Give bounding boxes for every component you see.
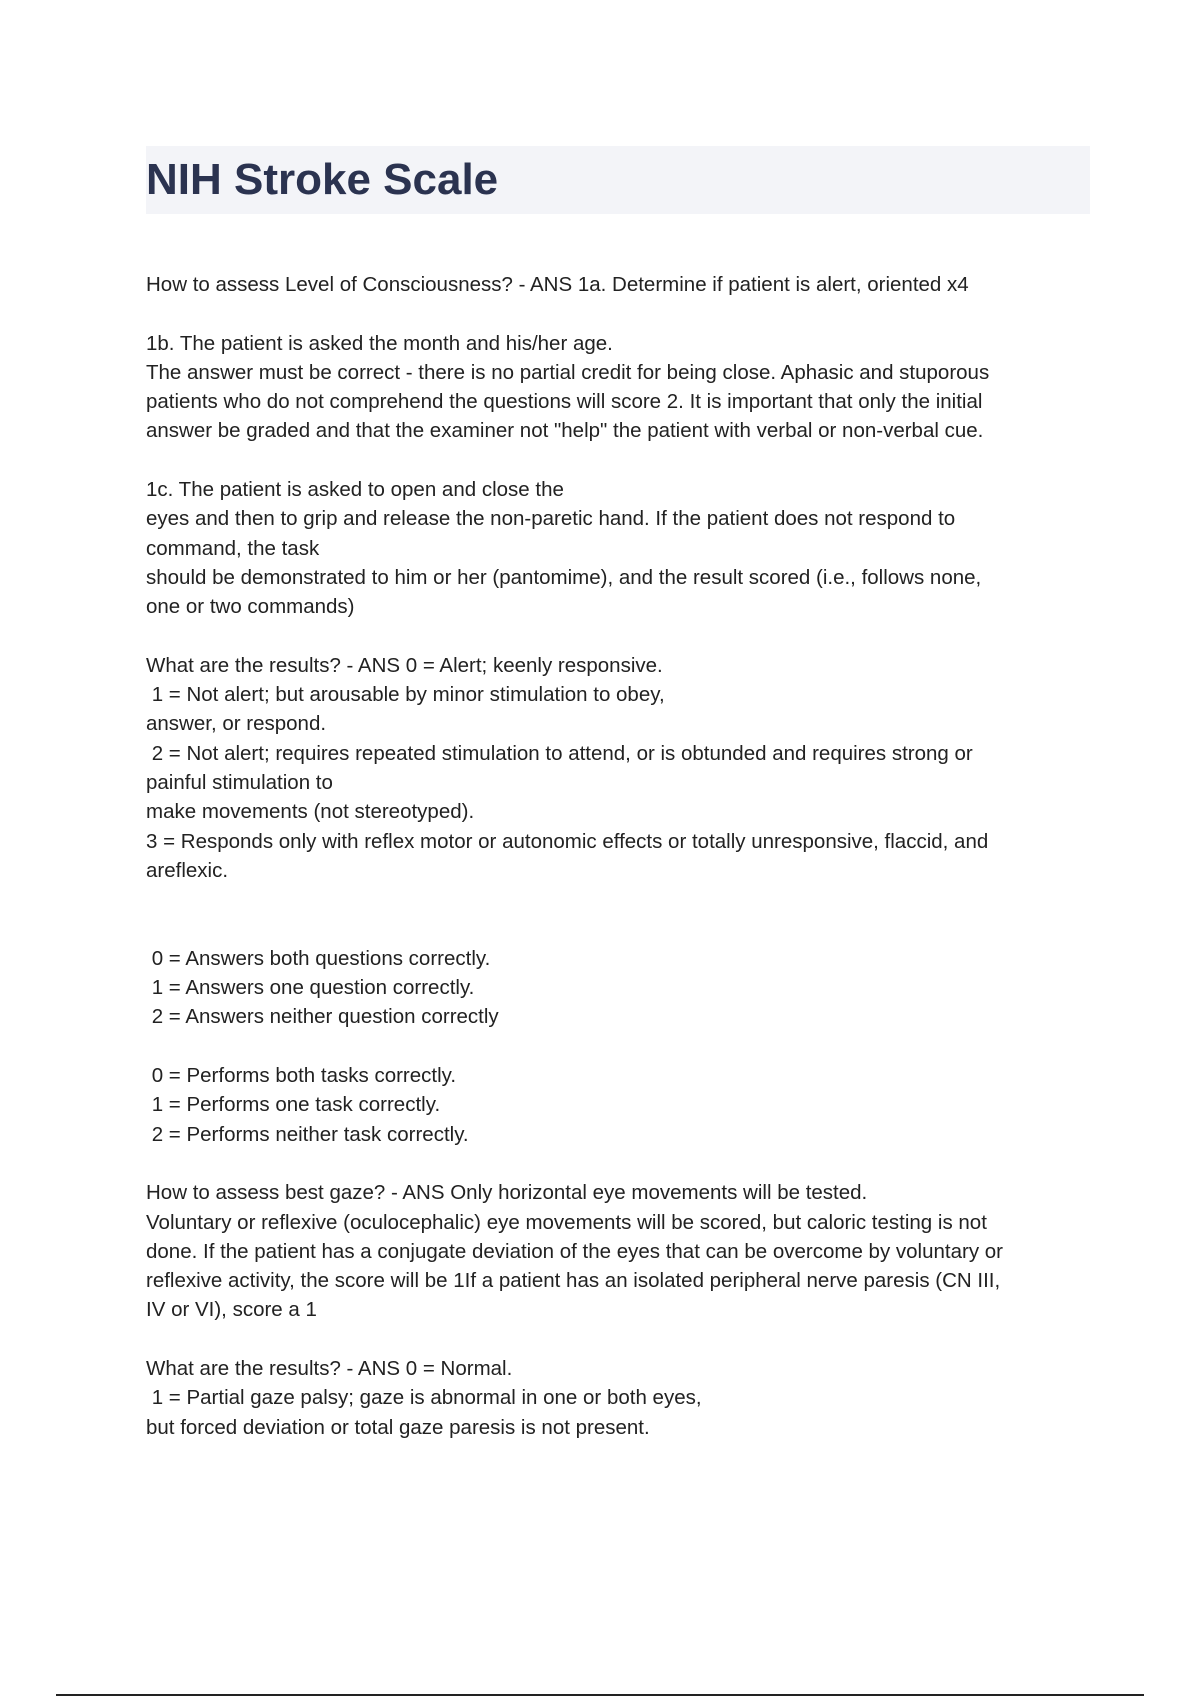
text-line: answer, or respond. (146, 712, 327, 736)
text-line: What are the results? - ANS 0 = Alert; keenly responsive. (146, 653, 663, 677)
footer-divider (56, 1694, 1144, 1696)
text-line: should be demonstrated to him or her (pantomime), and the result scored (i.e., follows none, (146, 565, 982, 589)
blank-line (146, 446, 1090, 475)
text-line: How to assess Level of Consciousness? - ANS 1a. Determine if patient is alert, oriented x4 (146, 273, 969, 296)
text-line: reflexive activity, the score will be 1If a patient has an isolated peripheral nerve paresis (CN III, (146, 1269, 1001, 1293)
text-line: patients who do not comprehend the questions will score 2. It is important that only the initial (146, 390, 983, 414)
text-line: IV or VI), score a 1 (146, 1298, 317, 1322)
text-line: What are the results? - ANS 0 = Normal. (146, 1356, 513, 1380)
text-line: 1 = Performs one task correctly. (146, 1093, 441, 1117)
text-line: painful stimulation to (146, 771, 333, 795)
text-line: 3 = Responds only with reflex motor or autonomic effects or totally unresponsive, flaccid, and (146, 829, 989, 853)
text-line: command, the task (146, 536, 320, 560)
text-line: one or two commands) (146, 595, 355, 619)
blank-line (146, 885, 1090, 914)
text-line: 1 = Partial gaze palsy; gaze is abnormal in one or both eyes, (146, 1386, 702, 1410)
text-line: 1b. The patient is asked the month and his/her age. (146, 331, 613, 355)
text-line: done. If the patient has a conjugate deviation of the eyes that can be overcome by voluntary or (146, 1239, 1003, 1263)
blank-line (146, 1325, 1090, 1354)
text-line: answer be graded and that the examiner not "help" the patient with verbal or non-verbal cue. (146, 419, 984, 443)
title-banner (146, 146, 1090, 214)
text-line: but forced deviation or total gaze paresis is not present. (146, 1415, 650, 1439)
text-line: Voluntary or reflexive (oculocephalic) eye movements will be scored, but caloric testing is not (146, 1210, 987, 1234)
text-line: 1 = Answers one question correctly. (146, 976, 475, 1000)
text-line: eyes and then to grip and release the non-paretic hand. If the patient does not respond to (146, 507, 956, 531)
text-line: How to assess best gaze? - ANS Only horizontal eye movements will be tested. (146, 1181, 868, 1205)
blank-line (146, 915, 1090, 944)
text-line: 1c. The patient is asked to open and close the (146, 478, 564, 502)
blank-line (146, 1032, 1090, 1061)
blank-line (146, 299, 1090, 328)
document-body (146, 270, 1090, 1442)
text-line: 2 = Answers neither question correctly (146, 1005, 499, 1029)
text-line: 2 = Not alert; requires repeated stimulation to attend, or is obtunded and requires strong or (146, 741, 973, 765)
text-line: The answer must be correct - there is no partial credit for being close. Aphasic and stuporous (146, 360, 990, 384)
blank-line (146, 622, 1090, 651)
text-line: make movements (not stereotyped). (146, 800, 475, 824)
text-line: 1 = Not alert; but arousable by minor stimulation to obey, (146, 683, 665, 707)
text-line: 2 = Performs neither task correctly. (146, 1122, 469, 1146)
text-line: 0 = Performs both tasks correctly. (146, 1064, 457, 1088)
blank-line (146, 1149, 1090, 1178)
page-title: NIH Stroke Scale (146, 155, 499, 204)
text-line: areflexic. (146, 858, 229, 882)
text-line: 0 = Answers both questions correctly. (146, 946, 491, 970)
